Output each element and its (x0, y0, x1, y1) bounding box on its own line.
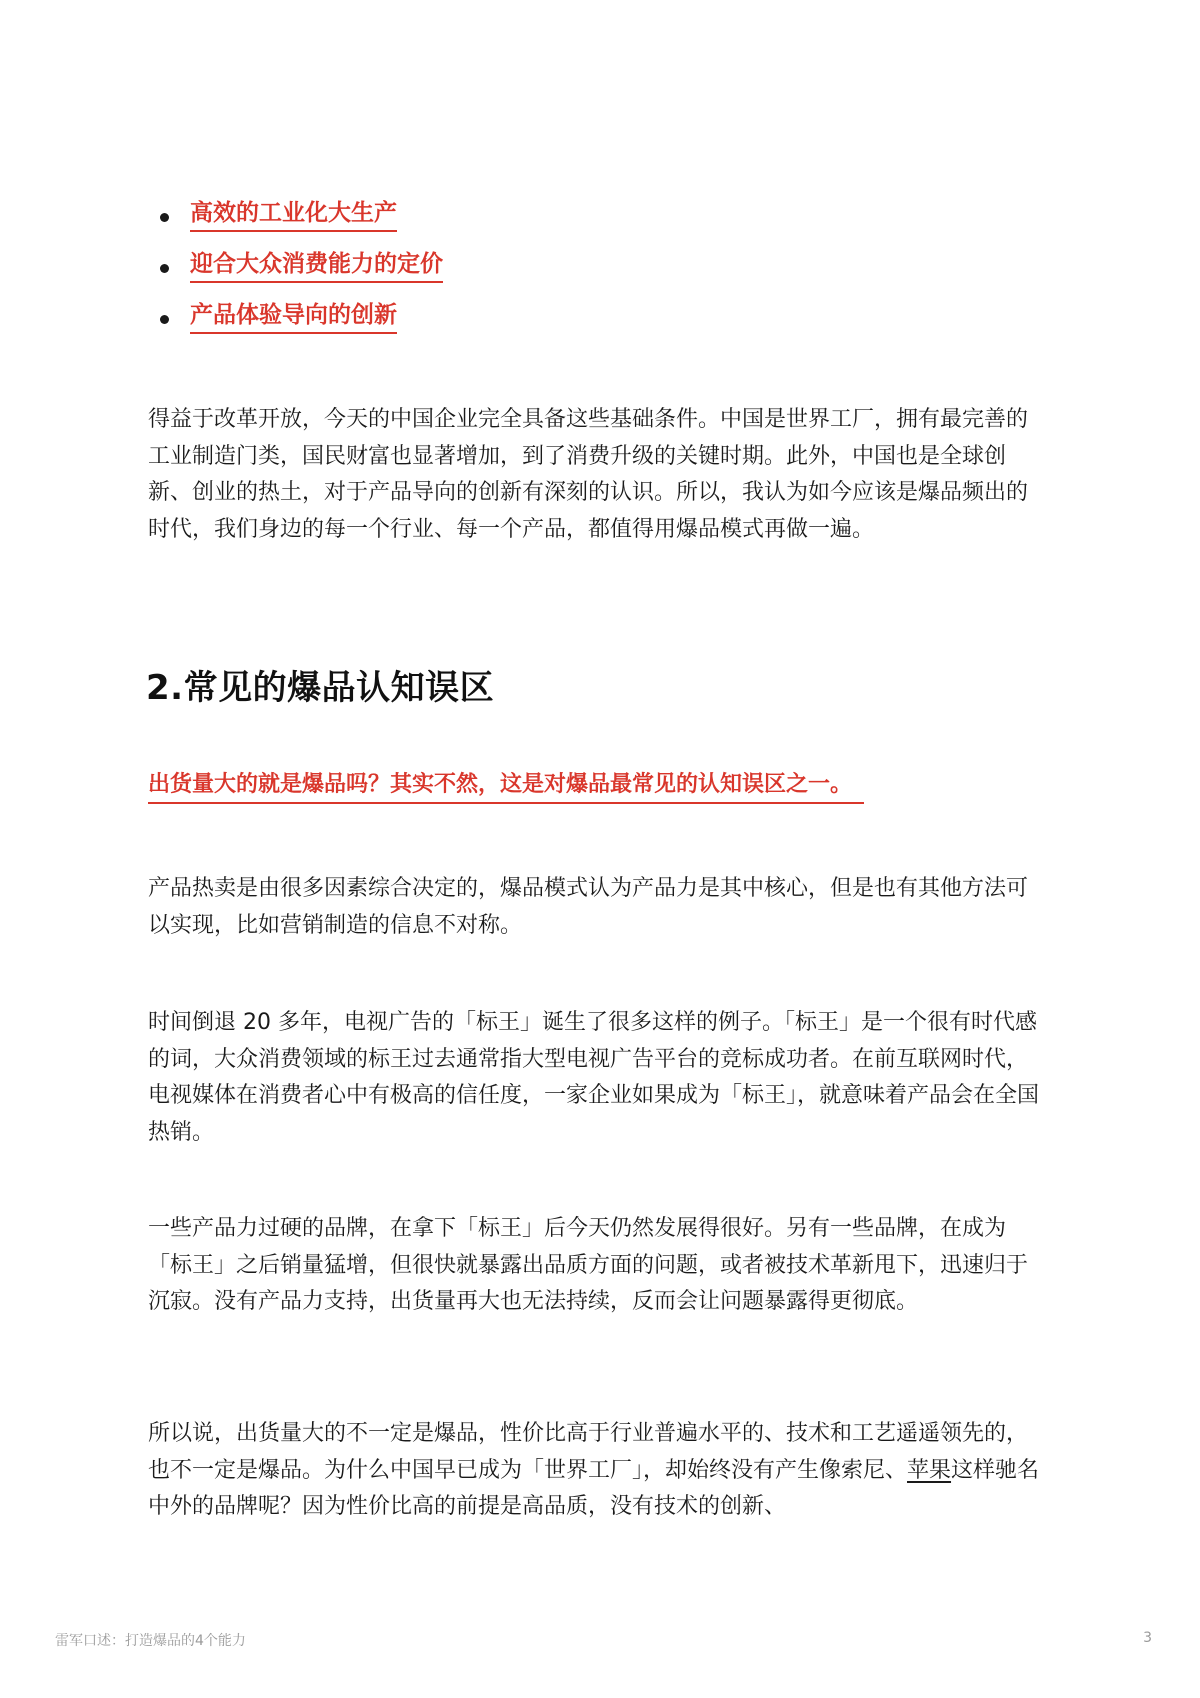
body-paragraph-5 (148, 1416, 1048, 1526)
bullet-dot-icon (160, 213, 169, 222)
footer-document-title: 雷军口述：打造爆品的4个能力 (55, 1633, 246, 1649)
paragraph-5-text-before: 所以说，出货量大的不一定是爆品，性价比高于行业普遍水平的、技术和工艺遥遥领先的，也不一定是爆品。为什么中国早已成为「世界工厂」，却始终没有产生像索尼、 (148, 1421, 1029, 1483)
footer-page-number: 3 (1143, 1630, 1152, 1646)
body-paragraph-3: 时间倒退 20 多年，电视广告的「标王」诞生了很多这样的例子。「标王」是一个很有时代感的词，大众消费领域的标王过去通常指大型电视广告平台的竞标成功者。在前互联网时代，电视媒体在消费者心中有极高的信任度，一家企业如果成为「标王」，就意味着产品会在全国热销。 (148, 1010, 1040, 1145)
body-paragraph-1: 得益于改革开放，今天的中国企业完全具备这些基础条件。中国是世界工厂，拥有最完善的工业制造门类，国民财富也显著增加，到了消费升级的关键时期。此外，中国也是全球创新、创业的热土，对于产品导向的创新有深刻的认识。所以，我认为如今应该是爆品频出的时代，我们身边的每一个行业、每一个产品，都值得用爆品模式再做一遍。 (148, 407, 1029, 542)
highlight-quote[interactable]: 出货量大的就是爆品吗？其实不然，这是对爆品最常见的认知误区之一。 (148, 768, 864, 804)
paragraph-5-text-after: 这样驰名中外的品牌呢？因为性价比高的前提是高品质，没有技术的创新、 (148, 1457, 1040, 1519)
body-paragraph-4: 一些产品力过硬的品牌，在拿下「标王」后今天仍然发展得很好。另有一些品牌，在成为「标王」之后销量猛增，但很快就暴露出品质方面的问题，或者被技术革新甩下，迅速归于沉寂。没有产品力支持，出货量再大也无法持续，反而会让问题暴露得更彻底。 (148, 1216, 1029, 1314)
bullet-link-pricing[interactable]: 迎合大众消费能力的定价 (190, 247, 443, 283)
apple-underlined-text[interactable]: 苹果 (907, 1457, 952, 1483)
section-heading: 2.常见的爆品认知误区 (146, 668, 495, 708)
bullet-link-production[interactable]: 高效的工业化大生产 (190, 196, 397, 232)
body-paragraph-2: 产品热卖是由很多因素综合决定的，爆品模式认为产品力是其中核心，但是也有其他方法可以实现，比如营销制造的信息不对称。 (148, 876, 1029, 938)
bullet-dot-icon (160, 315, 169, 324)
bullet-dot-icon (160, 264, 169, 273)
bullet-link-innovation[interactable]: 产品体验导向的创新 (190, 298, 397, 334)
